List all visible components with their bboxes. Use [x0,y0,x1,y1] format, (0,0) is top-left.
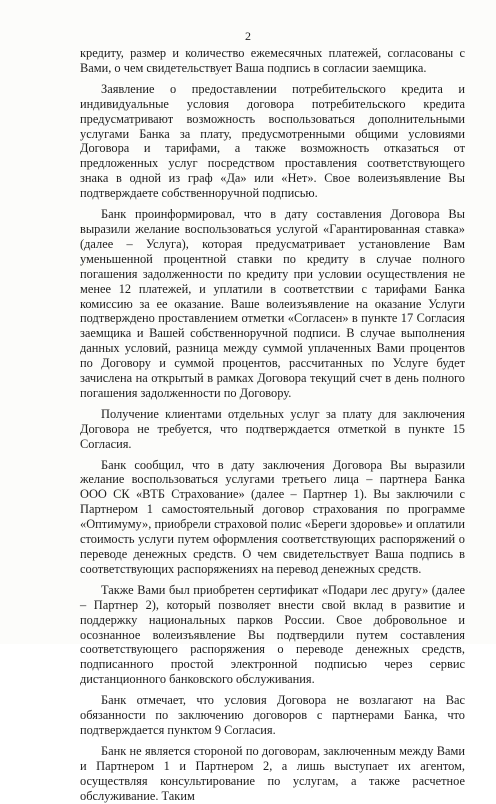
paragraph-continuation: кредиту, размер и количество ежемесячных платежей, согласованы с Вами, о чем свидетельствует Ваша подпись в согласии заемщика. [80,46,465,75]
paragraph-application-terms: Заявление о предоставлении потребительского кредита и индивидуальные условия договора потребительского кредита предусматривают возможность воспользоваться дополнительными услугами Банка за плату, предусмотренными общими условиями Договора и тарифами, а также возможность отказаться от предложенных услуг посредством проставления соответствующего знака в одной из граф «Да» или «Нет». Свое волеизъявление Вы подтверждаете собственноручной подписью. [80,81,465,201]
paragraph-bank-agent: Банк не является стороной по договорам, заключенным между Вами и Партнером 1 и Партнером 2, а лишь выступает их агентом, осуществляя консультирование по услугам, а также расчетное обслуживание. Таким [80,743,465,803]
paragraph-paid-services: Получение клиентами отдельных услуг за плату для заключения Договора не требуется, что подтверждается отметкой в пункте 15 Согласия. [80,406,465,451]
paragraph-certificate: Также Вами был приобретен сертификат «Подари лес другу» (далее – Партнер 2), который позволяет внести свой вклад в развитие и поддержку национальных парков России. Свое добровольное и осознанное волеизъявление Вы подтвердили путем составления соответствующего распоряжения о переводе денежных средств, подписанного простой электронной подписью через сервис дистанционного банковского обслуживания. [80,582,465,687]
page-number: 2 [245,29,251,43]
paragraph-guaranteed-rate: Банк проинформировал, что в дату составления Договора Вы выразили желание воспользоваться услугой «Гарантированная ставка» (далее – Услуга), которая предусматривает установление Вам уменьшенной процентной ставки по кредиту в случае полного погашения задолженности по кредиту при условии осуществления не менее 12 платежей, и уплатили в соответствии с тарифами Банка комиссию за ее оказание. Ваше волеизъявление на оказание Услуги подтверждено проставлением отметки «Согласен» в пункте 17 Согласия заемщика и Вашей собственноручной подписи. В случае выполнения данных условий, разница между суммой уплаченных Вами процентов по Договору и суммой процентов, рассчитанных по Услуге будет зачислена на открытый в рамках Договора текущий счет в день полного погашения задолженности по Договору. [80,207,465,400]
paragraph-insurance-partner: Банк сообщил, что в дату заключения Договора Вы выразили желание воспользоваться услугами третьего лица – партнера Банка ООО СК «ВТБ Страхование» (далее – Партнер 1). Вы заключили с Партнером 1 самостоятельный договор страхования по программе «Оптимуму», приобрели страховой полис «Береги здоровье» и оплатили стоимость услуги путем оформления соответствующих распоряжений о переводе денежных средств. О чем свидетельствует Ваша подпись в соответствующих распоряжениях на перевод денежных средств. [80,457,465,576]
paragraph-no-obligation: Банк отмечает, что условия Договора не возлагают на Вас обязанности по заключению договоров с партнерами Банка, что подтверждается пунктом 9 Согласия. [80,693,465,737]
letter-body [80,46,465,804]
